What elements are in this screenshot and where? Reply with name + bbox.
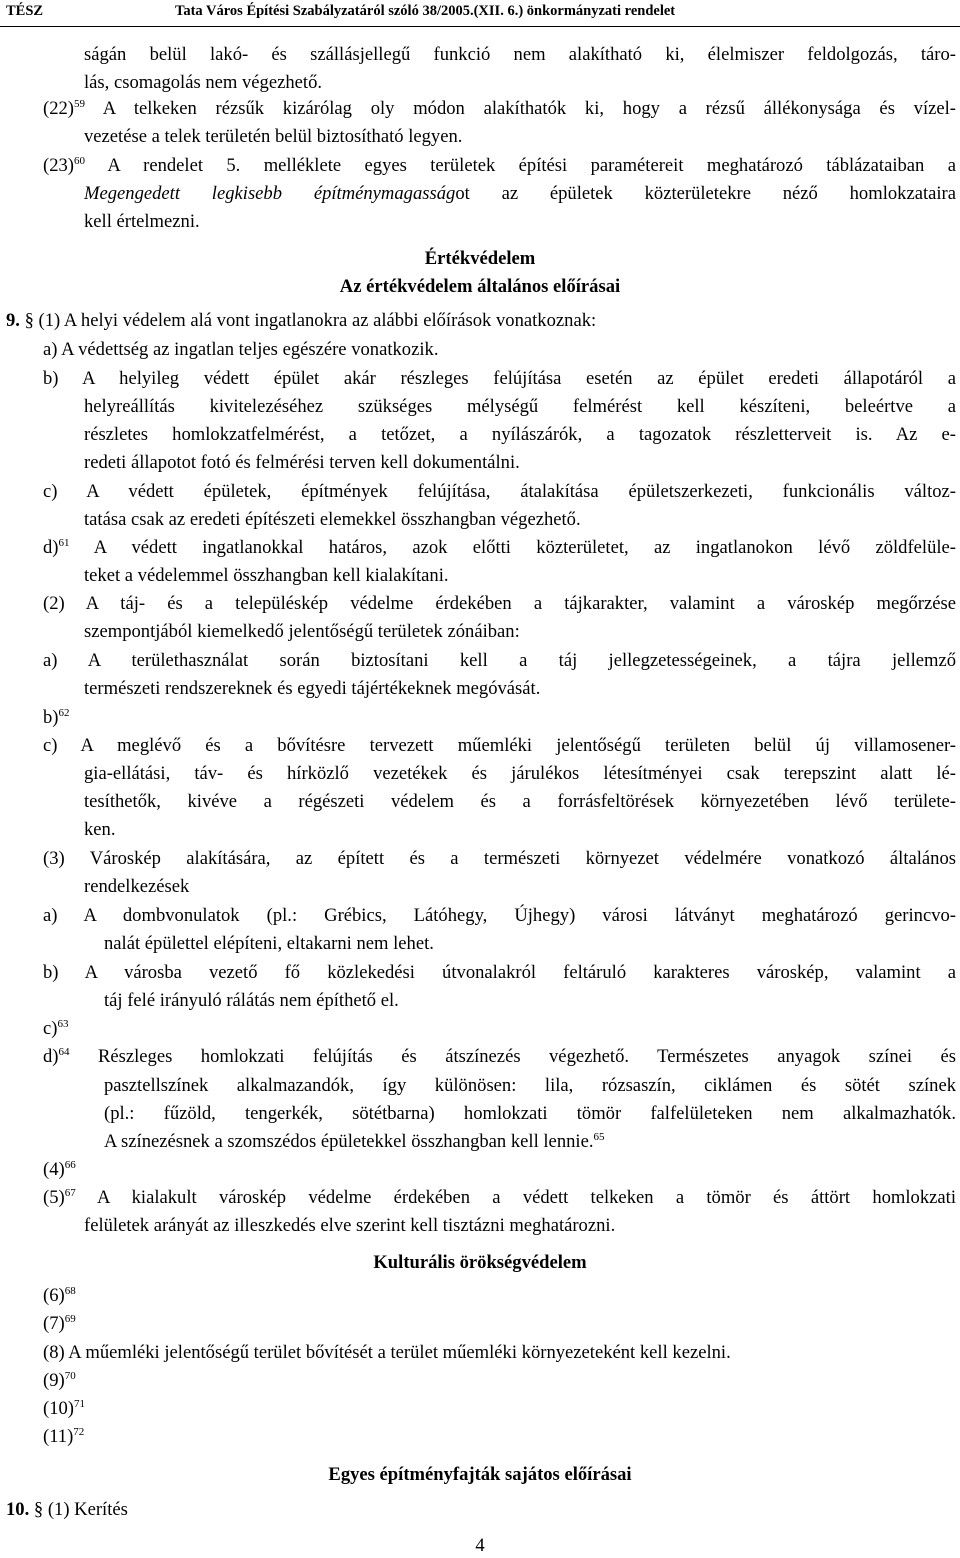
paragraph-9 (43, 1368, 76, 1394)
paragraph-2: (2) A táj- és a településkép védelme érdekében a tájkarakter, valamint a városkép megőrzése (43, 593, 956, 614)
header-title: Tata Város Építési Szabályzatáról szóló 38/2005.(XII. 6.) önkormányzati rendelet (175, 3, 676, 19)
text-line: nalát épülettel elépíteni, eltakarni nem lehet. (104, 933, 434, 954)
italic-term: Megengedett legkisebb építménymagasság (84, 183, 456, 204)
section-number: 10. (6, 1499, 30, 1520)
para-number: (7) (43, 1313, 65, 1334)
para-text: A színezésnek a szomszédos épületekkel összhangban kell lennie. (104, 1131, 594, 1152)
para-text: Részleges homlokzati felújítás és átszínezés végezhető. Természetes anyagok színei és (69, 1046, 956, 1067)
item-letter: b) (43, 707, 59, 728)
para-number: (5) (43, 1187, 65, 1208)
para-text: § (1) A helyi védelem alá vont ingatlanokra az alábbi előírások vonatkoznak: (19, 310, 597, 331)
para-text: ot az épületek közterületekre néző homlokzataira (455, 183, 956, 204)
text-line: részletes homlokzatfelmérést, a tetőzet, a nyílászárók, a tagozatok részletterveit is. Az e- (84, 424, 956, 445)
section-10-line (6, 1497, 128, 1523)
para-text: A rendelet 5. melléklete egyes területek építési paramétereit meghatározó táblázataiban a (84, 155, 956, 176)
text-line: gia-ellátási, táv- és hírközlő vezetékek és járulékos létesítményei csak terepszint alatt lé- (84, 763, 956, 784)
text-line: pasztellszínek alkalmazandók, így különösen: lila, rózsaszín, ciklámen és sötét színek (104, 1075, 956, 1096)
text-line: természeti rendszereknek és egyedi tájértékeknek megóvását. (84, 678, 541, 699)
list-item (43, 1016, 68, 1042)
text-line: kell értelmezni. (84, 211, 200, 232)
footnote-ref[interactable]: 71 (73, 1397, 85, 1410)
list-item: a) A területhasználat során biztosítani kell a táj jellegzetességeinek, a tájra jellemző (43, 650, 956, 671)
footnote-ref[interactable]: 69 (64, 1312, 76, 1325)
footnote-ref[interactable]: 59 (73, 97, 85, 110)
text-line: ken. (84, 819, 116, 840)
para-text: A védett ingatlanokkal határos, azok előtti közterületet, az ingatlanokon lévő zöldfelüle- (69, 537, 956, 558)
text-line: táj felé irányuló rálátás nem építhető el. (104, 990, 399, 1011)
paragraph-10 (43, 1396, 85, 1422)
section-number: 9. (6, 310, 20, 331)
item-letter: d) (43, 1046, 59, 1067)
para-number: (10) (43, 1398, 74, 1419)
text-line: helyreállítás kivitelezéséhez szükséges mélységű felmérést kell készíteni, beleértve a (84, 396, 956, 417)
paragraph-23 (43, 153, 956, 179)
header-divider (0, 26, 960, 27)
text-line: tatása csak az eredeti építészeti elemekkel összhangban végezhető. (84, 509, 581, 530)
para-number: (4) (43, 1159, 65, 1180)
page-number: 4 (475, 1535, 485, 1556)
para-number: (9) (43, 1370, 65, 1391)
paragraph-4 (43, 1157, 76, 1183)
text-line: szempontjából kiemelkedő jelentőségű területek zónáiban: (84, 621, 520, 642)
paragraph-3: (3) Városkép alakítására, az épített és a természeti környezet védelmére vonatkozó általános (43, 848, 956, 869)
para-number: (22) (43, 98, 74, 119)
list-item (43, 535, 956, 561)
text-line: felületek arányát az illeszkedés elve szerint kell tisztázni meghatározni. (84, 1215, 616, 1236)
text-line: vezetése a telek területén belül biztosítható legyen. (84, 126, 463, 147)
paragraph-22 (43, 96, 956, 122)
footnote-ref[interactable]: 67 (64, 1186, 76, 1199)
para-number: (6) (43, 1285, 65, 1306)
page-header (0, 0, 960, 22)
item-letter: d) (43, 537, 59, 558)
footnote-ref[interactable]: 61 (58, 536, 70, 549)
footnote-ref[interactable]: 66 (64, 1158, 76, 1171)
footnote-ref[interactable]: 68 (64, 1284, 76, 1297)
footnote-ref[interactable]: 72 (73, 1425, 85, 1438)
text-line: tesíthetők, kivéve a régészeti védelem és a forrásfeltörések környezetében lévő területe- (84, 791, 956, 812)
footnote-ref[interactable]: 65 (593, 1130, 605, 1143)
section-heading: Egyes építményfajták sajátos előírásai (328, 1464, 632, 1485)
section-subheading: Az értékvédelem általános előírásai (339, 276, 621, 297)
footnote-ref[interactable]: 70 (64, 1369, 76, 1382)
list-item (43, 705, 70, 731)
section-9-line (6, 308, 596, 334)
para-text: A telkeken rézsűk kizárólag oly módon alakíthatók ki, hogy a rézsű állékonysága és vízel- (84, 98, 956, 119)
text-line (104, 1129, 604, 1155)
list-item: b) A városba vezető fő közlekedési útvonalakról feltáruló karakteres városkép, valamint a (43, 962, 956, 983)
para-text: § (1) Kerítés (29, 1499, 128, 1520)
footnote-ref[interactable]: 64 (58, 1045, 70, 1058)
text-line: redeti állapotot fotó és felmérési terven kell dokumentálni. (84, 452, 520, 473)
text-line: ságán belül lakó- és szállásjellegű funkció nem alakítható ki, élelmiszer feldolgozás, táro- (84, 44, 956, 65)
list-item: a) A dombvonulatok (pl.: Grébics, Látóhegy, Újhegy) városi látványt meghatározó gerincvo- (43, 905, 956, 926)
paragraph-11 (43, 1424, 84, 1450)
list-item: c) A meglévő és a bővítésre tervezett műemléki jelentőségű területen belül új villamosener- (43, 735, 956, 756)
para-number: (23) (43, 155, 74, 176)
paragraph-8: (8) A műemléki jelentőségű terület bővítését a terület műemléki környezeteként kell kezelni. (43, 1342, 731, 1363)
paragraph-5 (43, 1185, 956, 1211)
text-line (84, 181, 956, 207)
footnote-ref[interactable]: 63 (57, 1017, 69, 1030)
para-text: A kialakult városkép védelme érdekében a védett telkeken a tömör és áttört homlokzati (75, 1187, 956, 1208)
paragraph-7 (43, 1311, 76, 1337)
para-number: (11) (43, 1426, 74, 1447)
list-item: a) A védettség az ingatlan teljes egészére vonatkozik. (43, 339, 439, 360)
list-item (43, 1044, 956, 1070)
footnote-ref[interactable]: 60 (73, 154, 85, 167)
item-letter: c) (43, 1018, 58, 1039)
footnote-ref[interactable]: 62 (58, 706, 70, 719)
section-heading: Értékvédelem (424, 248, 536, 269)
section-heading: Kulturális örökségvédelem (373, 1252, 587, 1273)
paragraph-6 (43, 1283, 76, 1309)
text-line: rendelkezések (84, 876, 190, 897)
text-line: (pl.: fűzöld, tengerkék, sötétbarna) homlokzati tömör falfelületeken nem alkalmazhatók. (104, 1103, 956, 1124)
list-item: b) A helyileg védett épület akár részleges felújítása esetén az épület eredeti állapotáról a (43, 368, 956, 389)
list-item: c) A védett épületek, építmények felújítása, átalakítása épületszerkezeti, funkcionális változ- (43, 481, 956, 502)
text-line: lás, csomagolás nem végezhető. (84, 72, 323, 93)
text-line: teket a védelemmel összhangban kell kialakítani. (84, 565, 449, 586)
header-left: TÉSZ (6, 3, 44, 19)
